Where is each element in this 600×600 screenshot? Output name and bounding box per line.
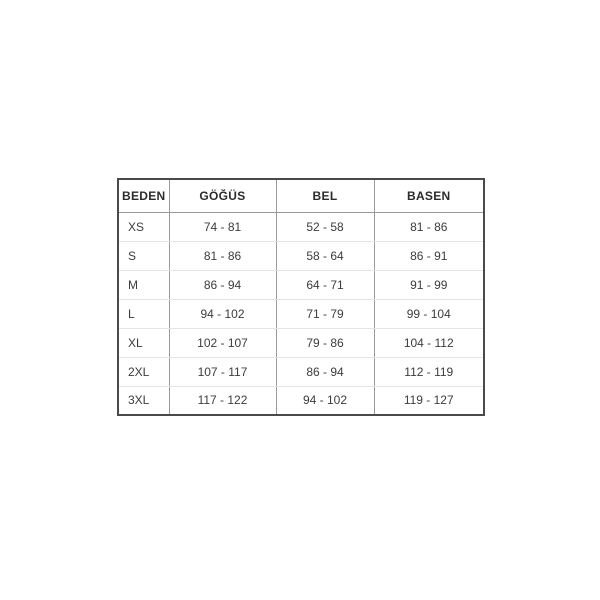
table-row — [118, 386, 484, 415]
table-row — [118, 241, 484, 270]
header-cell-gogus: GÖĞÜS — [169, 179, 276, 212]
cell-bel: 86 - 94 — [276, 357, 374, 386]
cell-bel: 71 - 79 — [276, 299, 374, 328]
cell-gogus: 86 - 94 — [169, 270, 276, 299]
size-chart-body — [118, 212, 484, 415]
size-chart-container — [117, 178, 485, 416]
cell-basen: 112 - 119 — [374, 357, 484, 386]
cell-size: M — [118, 270, 169, 299]
table-row — [118, 212, 484, 241]
table-row — [118, 270, 484, 299]
table-row — [118, 299, 484, 328]
header-cell-bel: BEL — [276, 179, 374, 212]
cell-size: XL — [118, 328, 169, 357]
size-chart-table — [117, 178, 485, 416]
cell-gogus: 117 - 122 — [169, 386, 276, 415]
table-row — [118, 328, 484, 357]
cell-gogus: 74 - 81 — [169, 212, 276, 241]
cell-gogus: 107 - 117 — [169, 357, 276, 386]
cell-bel: 58 - 64 — [276, 241, 374, 270]
cell-basen: 81 - 86 — [374, 212, 484, 241]
cell-basen: 86 - 91 — [374, 241, 484, 270]
cell-size: XS — [118, 212, 169, 241]
cell-size: S — [118, 241, 169, 270]
cell-bel: 79 - 86 — [276, 328, 374, 357]
cell-basen: 104 - 112 — [374, 328, 484, 357]
cell-size: 3XL — [118, 386, 169, 415]
size-chart-header — [118, 179, 484, 212]
header-row — [118, 179, 484, 212]
cell-bel: 94 - 102 — [276, 386, 374, 415]
cell-size: 2XL — [118, 357, 169, 386]
cell-basen: 119 - 127 — [374, 386, 484, 415]
cell-gogus: 102 - 107 — [169, 328, 276, 357]
cell-gogus: 81 - 86 — [169, 241, 276, 270]
table-row — [118, 357, 484, 386]
cell-basen: 99 - 104 — [374, 299, 484, 328]
cell-bel: 52 - 58 — [276, 212, 374, 241]
header-cell-beden: BEDEN — [118, 179, 169, 212]
cell-gogus: 94 - 102 — [169, 299, 276, 328]
cell-size: L — [118, 299, 169, 328]
cell-bel: 64 - 71 — [276, 270, 374, 299]
cell-basen: 91 - 99 — [374, 270, 484, 299]
header-cell-basen: BASEN — [374, 179, 484, 212]
